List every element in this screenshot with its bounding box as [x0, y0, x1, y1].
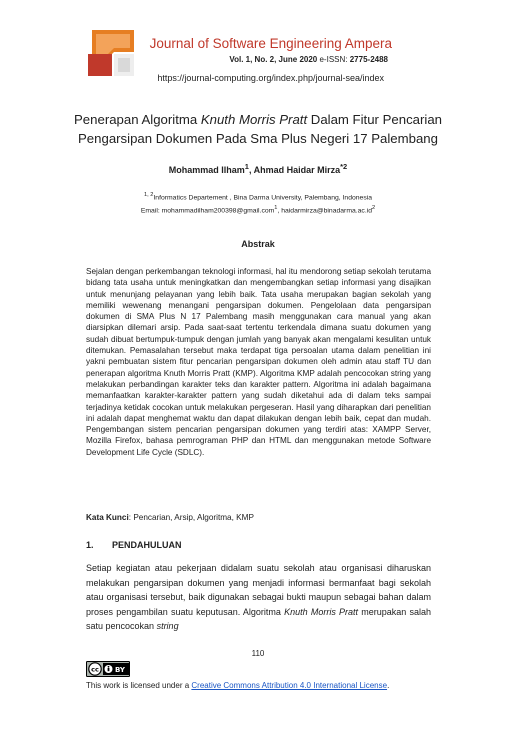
body-italic-2: string: [156, 621, 179, 632]
body-italic: Knuth Morris Pratt: [284, 606, 359, 617]
section-number: 1.: [86, 540, 94, 550]
paper-title: [60, 110, 456, 148]
journal-url[interactable]: https://journal-computing.org/index.php/journal-sea/index: [157, 73, 384, 83]
license-link[interactable]: Creative Commons Attribution 4.0 International License: [191, 681, 388, 690]
eissn-value: 2775-2488: [349, 55, 388, 64]
author-2: Ahmad Haidar Mirza: [253, 165, 341, 175]
email-label: Email:: [140, 207, 162, 215]
author-2-sup: *2: [340, 162, 348, 171]
journal-logo: [84, 26, 138, 80]
keywords-label: Kata Kunci: [86, 513, 129, 522]
journal-title: Journal of Software Engineering Ampera: [149, 36, 392, 51]
cc-badge-text: cc: [91, 665, 99, 674]
section-title: PENDAHULUAN: [112, 540, 182, 550]
title-part1: Penerapan Algoritma: [74, 112, 201, 127]
cc-by-license-icon[interactable]: [86, 661, 130, 677]
abstract-heading: Abstrak: [241, 239, 275, 249]
license-prefix: This work is licensed under a: [86, 681, 192, 690]
author-separator: ,: [248, 165, 254, 175]
email-line: [60, 203, 456, 216]
body-part1: Setiap kegiatan atau pekerjaan didalam suatu sekolah atau organisasi diharuskan melakukan pengarsipan dokumen yang menjadi informasi bermanfaat bagi sekolah atau organisasi tersebut, baik digunakan sebagai bukti maupun sebagai bahan dalam proses pengambilan suatu keputusan. Algoritma: [86, 563, 431, 617]
affiliation-text: Informatics Departement , Bina Darma University, Palembang, Indonesia: [153, 194, 373, 202]
body-part2: merupakan salah satu pencocokan: [86, 606, 432, 632]
journal-volume: Vol. 1, No. 2, June 2020: [229, 55, 318, 64]
license-notice: [86, 681, 389, 690]
eissn-label: e-ISSN:: [319, 55, 348, 64]
license-suffix: .: [387, 681, 390, 690]
author-1-sup: 1: [244, 162, 249, 171]
affiliation-block: [60, 190, 456, 217]
section-body: [86, 561, 431, 634]
keywords-list: : Pencarian, Arsip, Algoritma, KMP: [128, 513, 254, 522]
abstract-text: Sejalan dengan perkembangan teknologi informasi, hal itu mendorong setiap sekolah terutama bidang tata usaha untuk meningkatkan dan mengembangkan setiap informasi yang disajikan untuk menunjang pelayanan yang lebih baik. Tata usaha merupakan bagian sekolah yang memiliki wewenang menangani pengarsipan dokumen. Pengelolaan data pengarsipan dokumen di SMA Plus N 17 Palembang masih menggunakan cara manual yang akan diarsipkan dilemari arsip. Pada saat-saat tertentu terkendala dimana suatu dokumen yang sudah dibuat bertumpuk-tumpuk dengan jumlah yang banyak akan mengalami kesulitan untuk ditemukan. Pemasalahan tersebut maka terdapat tiga persoalan utama dalam penelitian ini yakni pembuatan sistem fitur pencarian pengarsipan dokumen oleh admin atau staff TU dan penerapan algoritma Knuth Morris Pratt (KMP). Algoritma KMP adalah pencocokan string yang melakukan perbandingan karakter teks dan karakter pattern. Algoritma ini adalah bagaimana memanfaatkan karakter-karakter pattern yang sudah diketahui ada di dalam teks sampai terjadinya ketidak cocokan untuk melakukan pergeseran. Hasil yang diharapkan dari penelitian ini adalah dapat menghemat waktu dan dapat dilakukan dengan lebih baik, cepat dan mudah. Pengembangan sistem pencarian pengarsipan dokumen yang terdiri atas: XAMPP Server, Mozilla Firefox, bahasa pemrograman PHP dan HTML dan menggunakan metode Software Development Life Cycle (SDLC).: [86, 267, 431, 457]
email-2-sup: 2: [372, 205, 376, 212]
email-1-sup: 1: [274, 205, 278, 212]
title-italic: Knuth Morris Pratt: [200, 112, 308, 127]
by-badge-text: BY: [114, 666, 126, 674]
email-separator: ,: [277, 207, 282, 215]
author-list: [60, 162, 456, 175]
email-2[interactable]: haidarmirza@binadarma.ac.id: [281, 207, 373, 215]
section-heading: [86, 540, 182, 550]
page-number: 110: [251, 649, 265, 658]
affiliation-line: [60, 190, 456, 203]
keywords: [86, 513, 431, 522]
affiliation-sup: 1, 2: [143, 192, 154, 198]
title-part2: Dalam Fitur Pencarian Pengarsipan Dokumen Pada Sma Plus Negeri 17 Palembang: [78, 112, 442, 146]
journal-meta: [229, 55, 388, 64]
author-1: Mohammad Ilham: [168, 165, 245, 175]
email-1[interactable]: mohammadilham200398@gmail.com: [161, 207, 275, 215]
